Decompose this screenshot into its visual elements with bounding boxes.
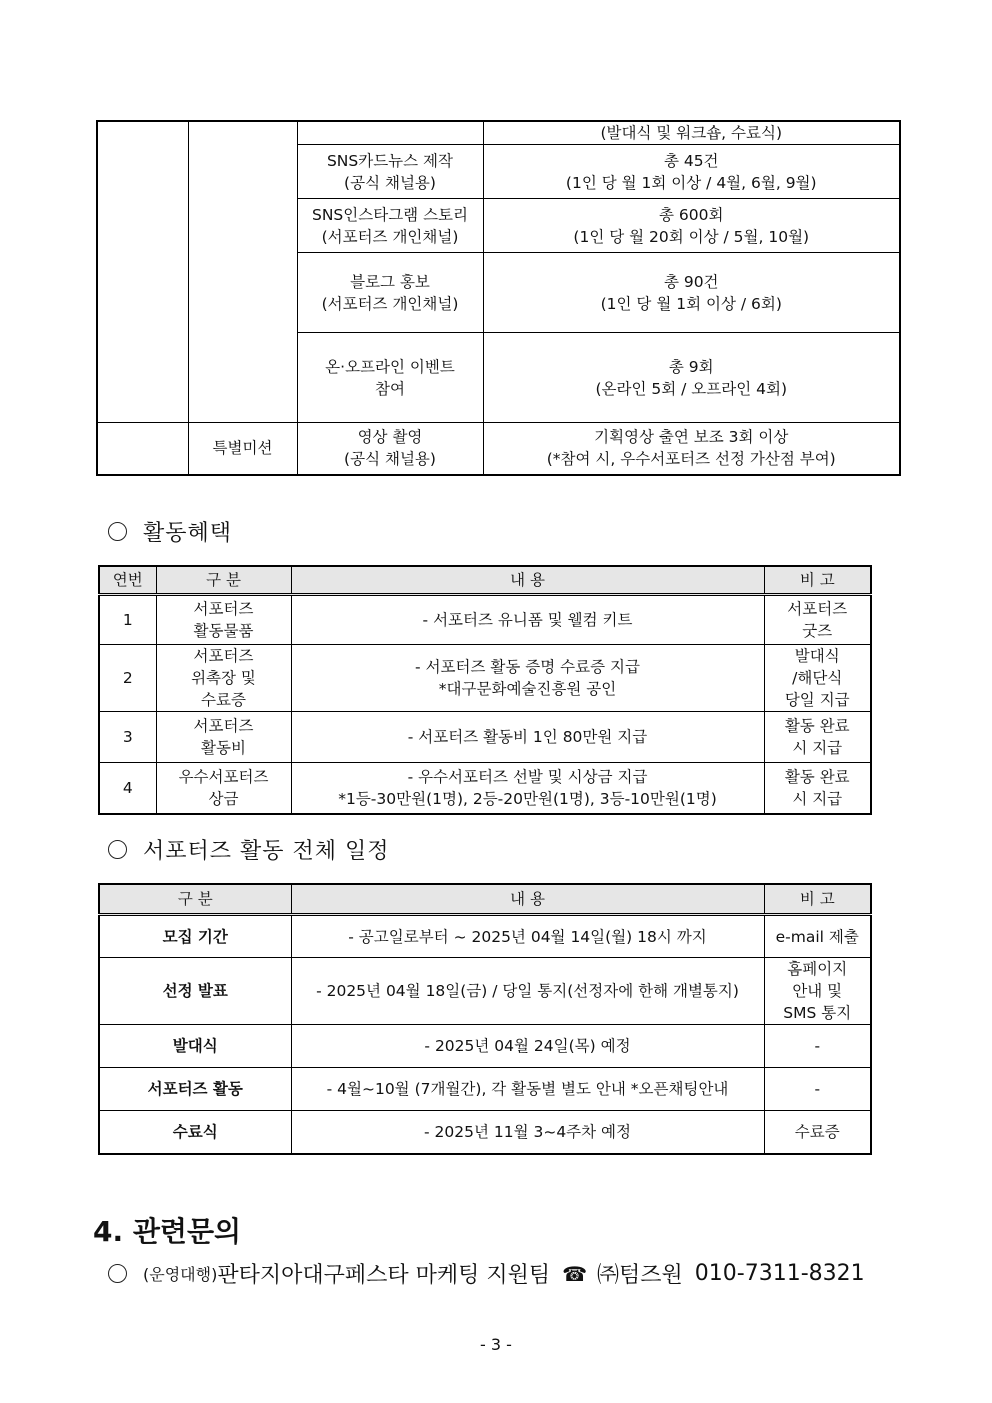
circle-bullet-icon <box>108 1264 127 1283</box>
number-cell: 2 <box>99 645 156 712</box>
header-cell: 구 분 <box>99 884 291 915</box>
header-cell: 구 분 <box>156 566 291 595</box>
section-title: 활동혜택 <box>143 521 233 546</box>
subcategory-cell-empty <box>188 121 297 423</box>
activity-cell: 블로그 홍보 (서포터즈 개인채널) <box>297 253 483 333</box>
detail-cell: 총 90건 (1인 당 월 1회 이상 / 6회) <box>483 253 900 333</box>
table-row <box>99 915 871 958</box>
company-name: ㈜텀즈원 <box>597 1263 683 1288</box>
category-cell: 서포터즈 활동비 <box>156 712 291 763</box>
category-cell-empty <box>97 121 188 423</box>
note-cell: - <box>764 1025 871 1068</box>
category-cell: 수료식 <box>99 1111 291 1154</box>
inquiry-heading: 4. 관련문의 <box>93 1215 242 1248</box>
activity-cell: SNS인스타그램 스토리 (서포터즈 개인채널) <box>297 199 483 253</box>
section-heading-benefits <box>108 516 232 547</box>
note-cell: 홈페이지 안내 및 SMS 통지 <box>764 958 871 1025</box>
category-cell-empty <box>97 423 188 475</box>
category-cell: 서포터즈 위촉장 및 수료증 <box>156 645 291 712</box>
section-title: 서포터즈 활동 전체 일정 <box>143 839 390 864</box>
note-cell: - <box>764 1068 871 1111</box>
category-cell: 모집 기간 <box>99 915 291 958</box>
table-row <box>99 712 871 763</box>
header-cell: 내 용 <box>291 884 764 915</box>
page-number: - 3 - <box>480 1335 512 1354</box>
schedule-table <box>98 883 872 1155</box>
table-row <box>99 1025 871 1068</box>
header-cell: 비 고 <box>764 566 871 595</box>
header-cell: 내 용 <box>291 566 764 595</box>
number-cell: 3 <box>99 712 156 763</box>
content-cell: - 2025년 04월 18일(금) / 당일 통지(선정자에 한해 개별통지) <box>291 958 764 1025</box>
note-cell: 활동 완료 시 지급 <box>764 763 871 814</box>
header-cell: 비 고 <box>764 884 871 915</box>
detail-cell: 총 45건 (1인 당 월 1회 이상 / 4월, 6월, 9월) <box>483 145 900 199</box>
header-cell: 연번 <box>99 566 156 595</box>
content-cell: - 서포터즈 활동 증명 수료증 지급 *대구문화예술진흥원 공인 <box>291 645 764 712</box>
detail-cell: (발대식 및 워크숍, 수료식) <box>483 121 900 145</box>
category-cell: 우수서포터즈 상금 <box>156 763 291 814</box>
content-cell: - 우수서포터즈 선발 및 시상금 지급 *1등-30만원(1명), 2등-20만원(1명), 3등-10만원(1명) <box>291 763 764 814</box>
phone-number[interactable]: 010-7311-8321 <box>694 1261 865 1286</box>
content-cell: - 서포터즈 활동비 1인 80만원 지급 <box>291 712 764 763</box>
table-header-row <box>99 566 871 595</box>
telephone-icon: ☎ <box>562 1261 588 1286</box>
note-cell: e-mail 제출 <box>764 915 871 958</box>
number-cell: 4 <box>99 763 156 814</box>
note-cell: 활동 완료 시 지급 <box>764 712 871 763</box>
special-mission-cell: 특별미션 <box>188 423 297 475</box>
benefits-table <box>98 565 872 815</box>
table-row <box>99 1068 871 1111</box>
contact-line <box>108 1258 865 1289</box>
category-cell: 서포터즈 활동물품 <box>156 595 291 645</box>
category-cell: 선정 발표 <box>99 958 291 1025</box>
detail-cell: 총 600회 (1인 당 월 20회 이상 / 5월, 10월) <box>483 199 900 253</box>
activity-cell: 온·오프라인 이벤트 참여 <box>297 333 483 423</box>
table-row <box>99 763 871 814</box>
content-cell: - 서포터즈 유니폼 및 웰컴 키트 <box>291 595 764 645</box>
activity-cell: 영상 촬영 (공식 채널용) <box>297 423 483 475</box>
mission-table <box>96 120 901 476</box>
content-cell: - 공고일로부터 ~ 2025년 04월 14일(월) 18시 까지 <box>291 915 764 958</box>
operator-prefix: (운영대행) <box>143 1265 218 1284</box>
team-name: 판타지아대구페스타 마케팅 지원팀 <box>217 1263 551 1288</box>
table-row <box>99 595 871 645</box>
section-heading-schedule <box>108 834 390 865</box>
note-cell: 수료증 <box>764 1111 871 1154</box>
table-row <box>99 645 871 712</box>
table-row <box>99 958 871 1025</box>
table-row <box>99 1111 871 1154</box>
category-cell: 발대식 <box>99 1025 291 1068</box>
note-cell: 발대식 /해단식 당일 지급 <box>764 645 871 712</box>
circle-bullet-icon <box>108 840 127 859</box>
detail-cell: 기획영상 출연 보조 3회 이상 (*참여 시, 우수서포터즈 선정 가산점 부여) <box>483 423 900 475</box>
content-cell: - 4월~10월 (7개월간), 각 활동별 별도 안내 *오픈채팅안내 <box>291 1068 764 1111</box>
table-header-row <box>99 884 871 915</box>
content-cell: - 2025년 11월 3~4주차 예정 <box>291 1111 764 1154</box>
note-cell: 서포터즈 굿즈 <box>764 595 871 645</box>
detail-cell: 총 9회 (온라인 5회 / 오프라인 4회) <box>483 333 900 423</box>
content-cell: - 2025년 04월 24일(목) 예정 <box>291 1025 764 1068</box>
activity-cell: SNS카드뉴스 제작 (공식 채널용) <box>297 145 483 199</box>
table-row <box>97 121 900 145</box>
number-cell: 1 <box>99 595 156 645</box>
circle-bullet-icon <box>108 522 127 541</box>
category-cell: 서포터즈 활동 <box>99 1068 291 1111</box>
activity-cell <box>297 121 483 145</box>
table-row <box>97 423 900 475</box>
